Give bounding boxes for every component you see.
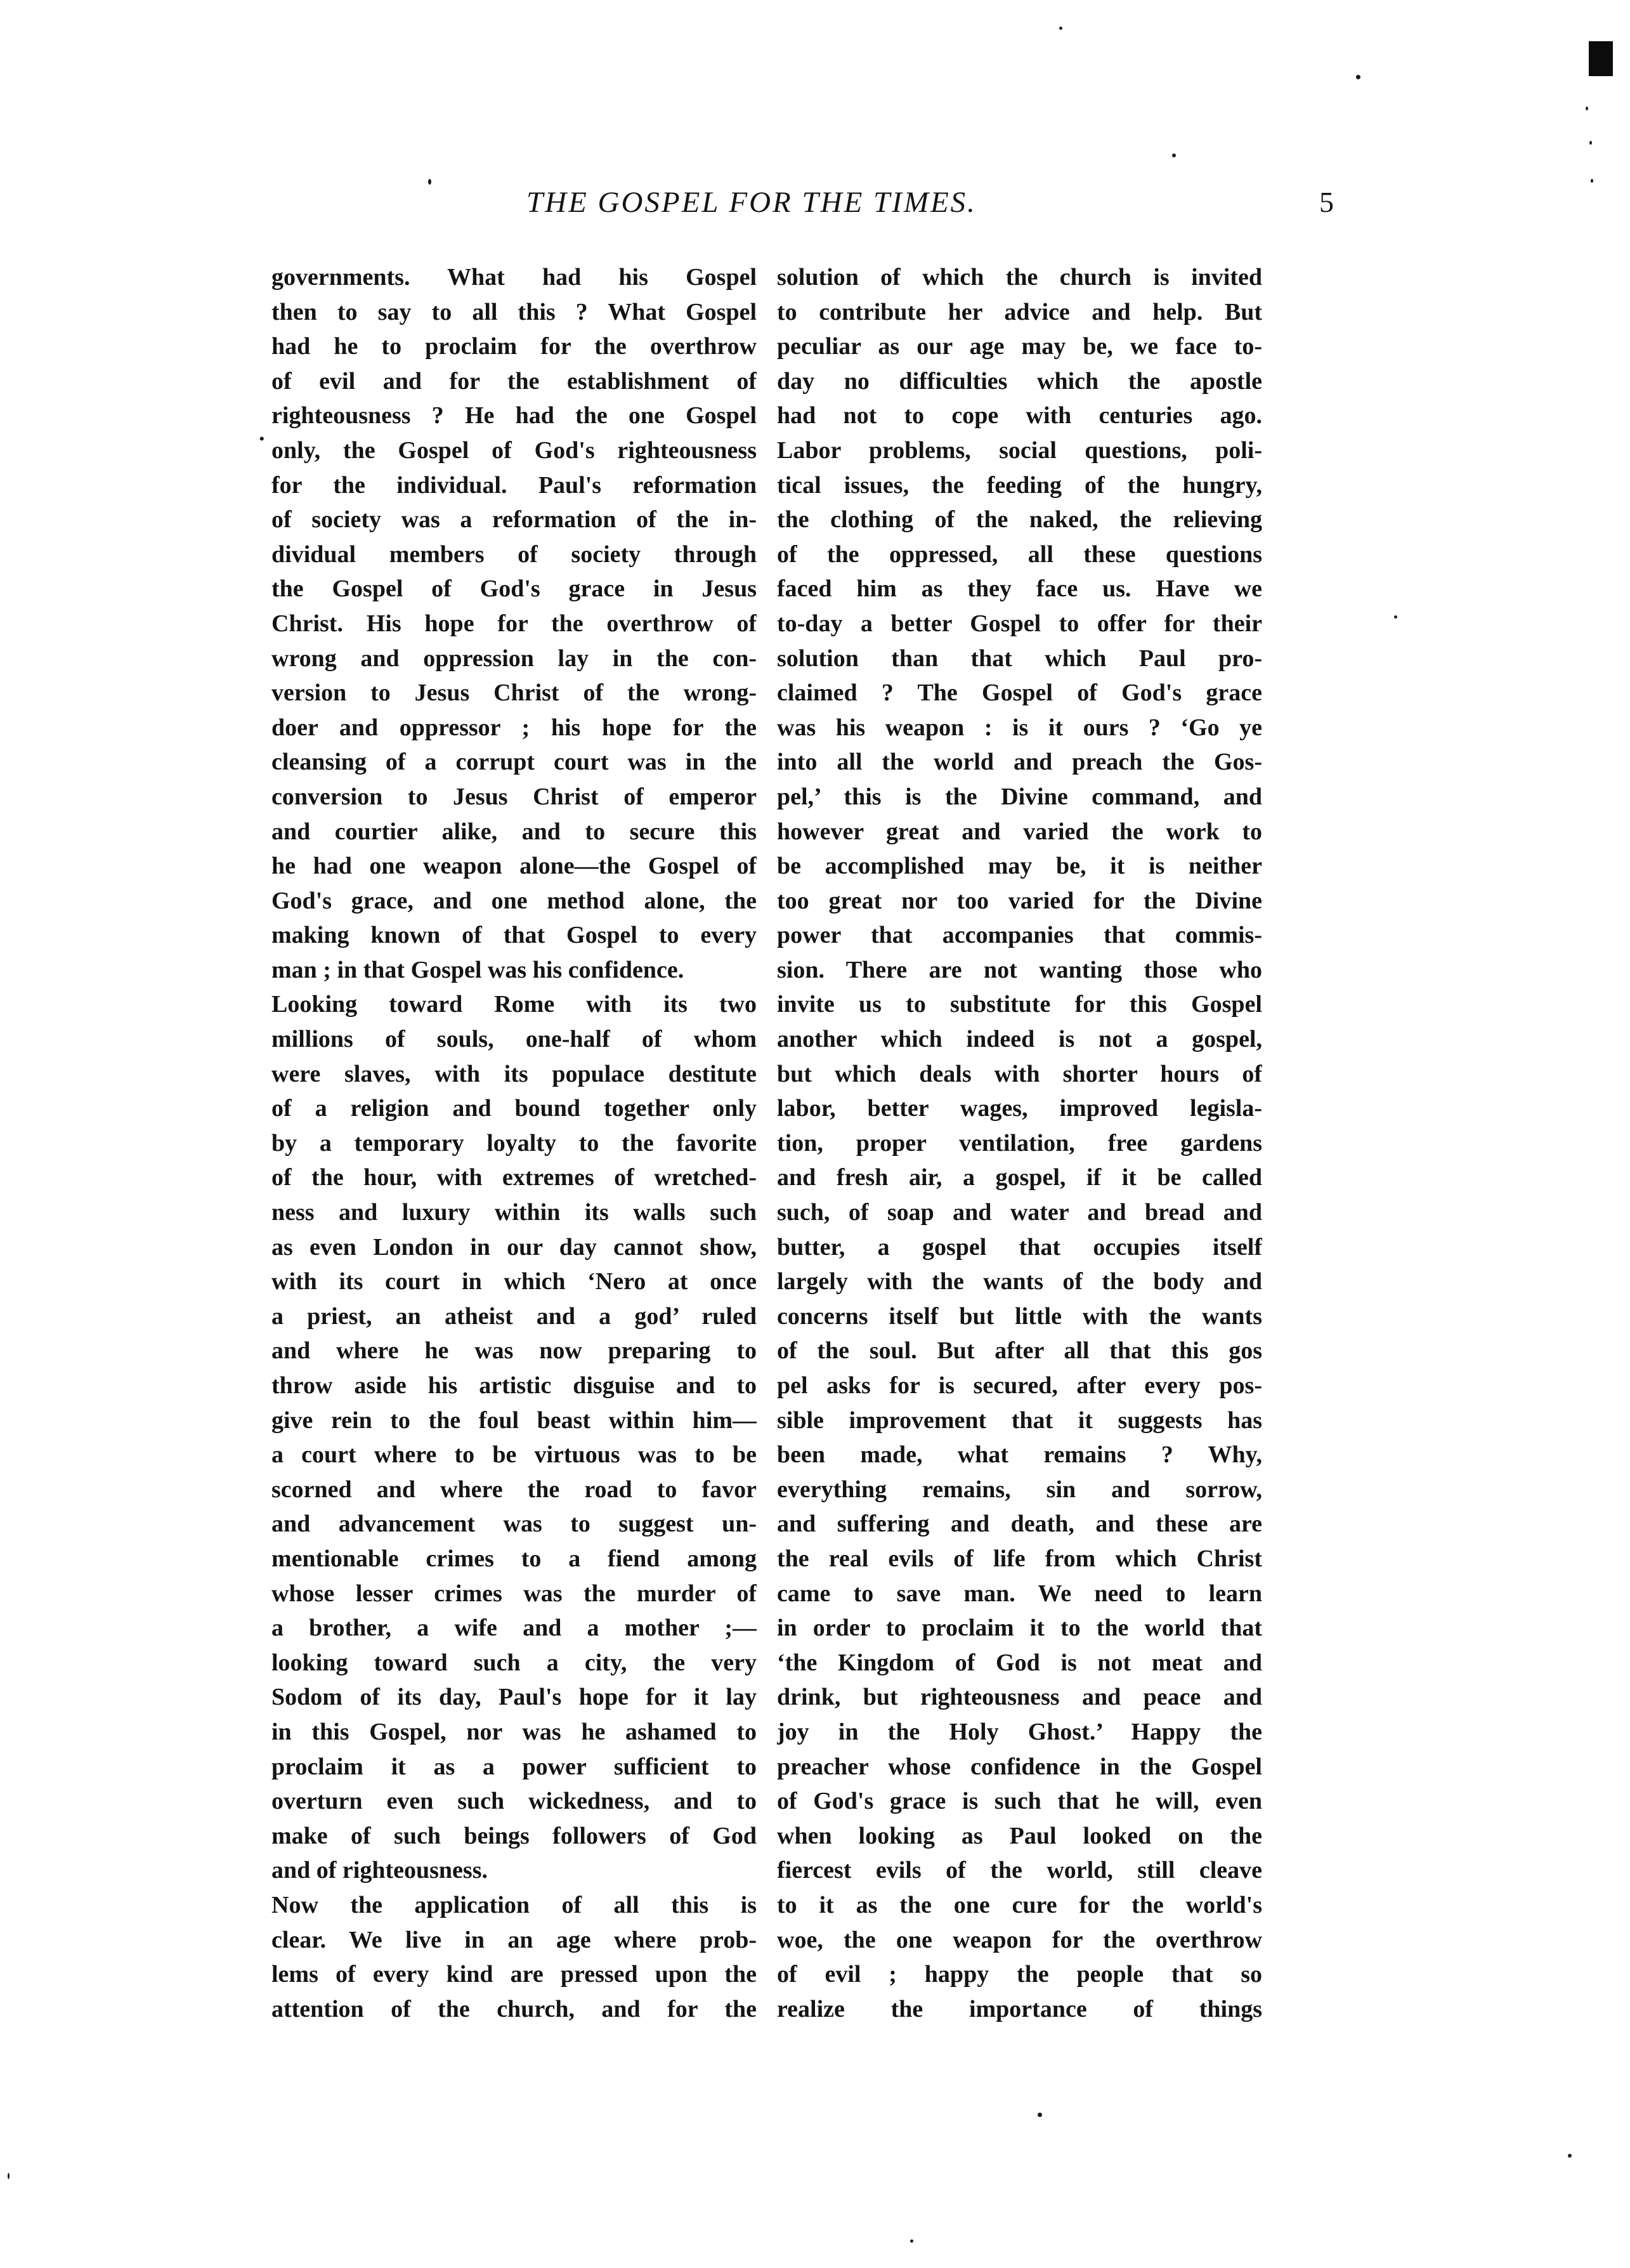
text-line: but which deals with shorter hours of (777, 1060, 1262, 1087)
text-line: fiercest evils of the world, still cleave (777, 1857, 1262, 1884)
text-line: for the individual. Paul's reformation (271, 471, 757, 499)
running-head (0, 185, 1630, 236)
text-line: another which indeed is not a gospel, (777, 1026, 1262, 1053)
text-line: man ; in that Gospel was his confidence. (271, 956, 684, 983)
text-line: of God's grace is such that he will, even (777, 1788, 1262, 1815)
scan-speck (1589, 141, 1592, 145)
text-line: into all the world and preach the Gos- (777, 749, 1262, 776)
text-line: cleansing of a corrupt court was in the (271, 749, 757, 776)
text-line: of a religion and bound together only (271, 1095, 757, 1122)
text-line: looking toward such a city, the very (271, 1649, 757, 1676)
text-line: pel,’ this is the Divine command, and (777, 783, 1262, 810)
text-line: overturn even such wickedness, and to (271, 1788, 757, 1815)
scan-speck (8, 2173, 10, 2179)
text-line: joy in the Holy Ghost.’ Happy the (777, 1718, 1262, 1745)
text-line: had not to cope with centuries ago. (777, 402, 1262, 429)
text-line: attention of the church, and for the (271, 1995, 757, 2022)
text-line: were slaves, with its populace destitute (271, 1060, 757, 1087)
text-line: when looking as Paul looked on the (777, 1822, 1262, 1849)
text-line: and fresh air, a gospel, if it be called (777, 1164, 1262, 1191)
scan-speck (1038, 2113, 1042, 2117)
text-line: had he to proclaim for the overthrow (271, 333, 757, 360)
text-line: to it as the one cure for the world's (777, 1891, 1262, 1918)
text-line: mentionable crimes to a fiend among (271, 1545, 757, 1572)
text-line: lems of every kind are pressed upon the (271, 1961, 757, 1988)
scan-speck (1356, 75, 1360, 79)
text-line: however great and varied the work to (777, 818, 1262, 845)
text-line: scorned and where the road to favor (271, 1476, 757, 1503)
text-line: the Gospel of God's grace in Jesus (271, 575, 757, 603)
scan-speck (428, 179, 431, 185)
text-line: tion, proper ventilation, free gardens (777, 1129, 1262, 1157)
text-line: by a temporary loyalty to the favorite (271, 1129, 757, 1157)
text-line: doer and oppressor ; his hope for the (271, 714, 757, 741)
text-line: make of such beings followers of God (271, 1822, 757, 1849)
text-line: throw aside his artistic disguise and to (271, 1372, 757, 1399)
text-line: labor, better wages, improved legisla- (777, 1095, 1262, 1122)
text-line: and suffering and death, and these are (777, 1511, 1262, 1538)
running-title: THE GOSPEL FOR THE TIMES. (526, 186, 977, 219)
text-line: a brother, a wife and a mother ;— (271, 1615, 757, 1642)
text-line: whose lesser crimes was the murder of (271, 1580, 757, 1607)
scan-edge-mark (1589, 41, 1613, 76)
text-line: day no difficulties which the apostle (777, 367, 1262, 395)
text-line: with its court in which ‘Nero at once (271, 1268, 757, 1295)
text-line: as even London in our day cannot show, (271, 1233, 757, 1261)
text-line: dividual members of society through (271, 541, 757, 568)
text-line: butter, a gospel that occupies itself (777, 1233, 1262, 1261)
text-line: to contribute her advice and help. But (777, 298, 1262, 325)
text-line: ‘the Kingdom of God is not meat and (777, 1649, 1262, 1676)
text-line: Looking toward Rome with its two (271, 991, 757, 1018)
text-line: Sodom of its day, Paul's hope for it lay (271, 1684, 757, 1711)
text-line: power that accompanies that commis- (777, 922, 1262, 949)
text-line: a priest, an atheist and a god’ ruled (271, 1302, 757, 1330)
text-line: woe, the one weapon for the overthrow (777, 1926, 1262, 1953)
text-line: of the oppressed, all these questions (777, 541, 1262, 568)
text-line: governments. What had his Gospel (271, 264, 757, 291)
text-line: version to Jesus Christ of the wrong- (271, 679, 757, 707)
text-line: millions of souls, one-half of whom (271, 1026, 757, 1053)
text-line: solution of which the church is invited (777, 264, 1262, 291)
text-line: the real evils of life from which Christ (777, 1545, 1262, 1572)
text-line: give rein to the foul beast within him— (271, 1406, 757, 1434)
text-line: God's grace, and one method alone, the (271, 887, 757, 914)
text-line: of evil ; happy the people that so (777, 1961, 1262, 1988)
text-line: concerns itself but little with the wants (777, 1302, 1262, 1330)
text-line: he had one weapon alone—the Gospel of (271, 853, 757, 880)
text-line: clear. We live in an age where prob- (271, 1926, 757, 1953)
text-line: and courtier alike, and to secure this (271, 818, 757, 845)
text-line: of evil and for the establishment of (271, 367, 757, 395)
text-line: everything remains, sin and sorrow, (777, 1476, 1262, 1503)
text-line: pel asks for is secured, after every pos- (777, 1372, 1262, 1399)
text-line: a court where to be virtuous was to be (271, 1441, 757, 1469)
page-number: 5 (1319, 186, 1334, 218)
text-line: and of righteousness. (271, 1857, 488, 1884)
text-line: was his weapon : is it ours ? ‘Go ye (777, 714, 1262, 741)
scan-speck (1586, 107, 1588, 110)
text-line: drink, but righteousness and peace and (777, 1684, 1262, 1711)
scan-speck (1059, 27, 1062, 30)
text-line: and where he was now preparing to (271, 1337, 757, 1365)
text-line: proclaim it as a power sufficient to (271, 1753, 757, 1780)
text-line: and advancement was to suggest un- (271, 1511, 757, 1538)
text-line: such, of soap and water and bread and (777, 1199, 1262, 1226)
text-line: of the hour, with extremes of wretched- (271, 1164, 757, 1191)
text-line: in this Gospel, nor was he ashamed to (271, 1718, 757, 1745)
scan-speck (1568, 2154, 1572, 2158)
text-line: of society was a reformation of the in- (271, 506, 757, 534)
text-line: Now the application of all this is (271, 1891, 757, 1918)
text-line: came to save man. We need to learn (777, 1580, 1262, 1607)
text-line: peculiar as our age may be, we face to- (777, 333, 1262, 360)
text-line: then to say to all this ? What Gospel (271, 298, 757, 325)
text-line: be accomplished may be, it is neither (777, 853, 1262, 880)
text-line: only, the Gospel of God's righteousness (271, 436, 757, 464)
text-line: sible improvement that it suggests has (777, 1406, 1262, 1434)
scan-speck (1591, 179, 1593, 183)
text-line: to-day a better Gospel to offer for their (777, 610, 1262, 637)
text-line: ness and luxury within its walls such (271, 1199, 757, 1226)
text-line: tical issues, the feeding of the hungry, (777, 471, 1262, 499)
scan-speck (1394, 615, 1397, 619)
text-line: preacher whose confidence in the Gospel (777, 1753, 1262, 1780)
text-line: wrong and oppression lay in the con- (271, 645, 757, 672)
scan-speck (1172, 154, 1176, 157)
text-line: too great nor too varied for the Divine (777, 887, 1262, 914)
text-line: realize the importance of things (777, 1995, 1262, 2022)
text-line: righteousness ? He had the one Gospel (271, 402, 757, 429)
text-line: conversion to Jesus Christ of emperor (271, 783, 757, 810)
text-line: been made, what remains ? Why, (777, 1441, 1262, 1469)
text-line: Labor problems, social questions, poli- (777, 436, 1262, 464)
text-line: Christ. His hope for the overthrow of (271, 610, 757, 637)
text-line: faced him as they face us. Have we (777, 575, 1262, 603)
text-line: sion. There are not wanting those who (777, 956, 1262, 983)
text-line: in order to proclaim it to the world that (777, 1615, 1262, 1642)
text-line: making known of that Gospel to every (271, 922, 757, 949)
scan-speck (910, 2239, 913, 2243)
left-column (271, 260, 757, 2026)
right-column (777, 260, 1262, 2026)
text-line: the clothing of the naked, the relieving (777, 506, 1262, 534)
margin-mark: . (259, 419, 265, 446)
text-line: solution than that which Paul pro- (777, 645, 1262, 672)
text-line: invite us to substitute for this Gospel (777, 991, 1262, 1018)
text-line: largely with the wants of the body and (777, 1268, 1262, 1295)
text-line: of the soul. But after all that this gos (777, 1337, 1262, 1365)
text-line: claimed ? The Gospel of God's grace (777, 679, 1262, 707)
